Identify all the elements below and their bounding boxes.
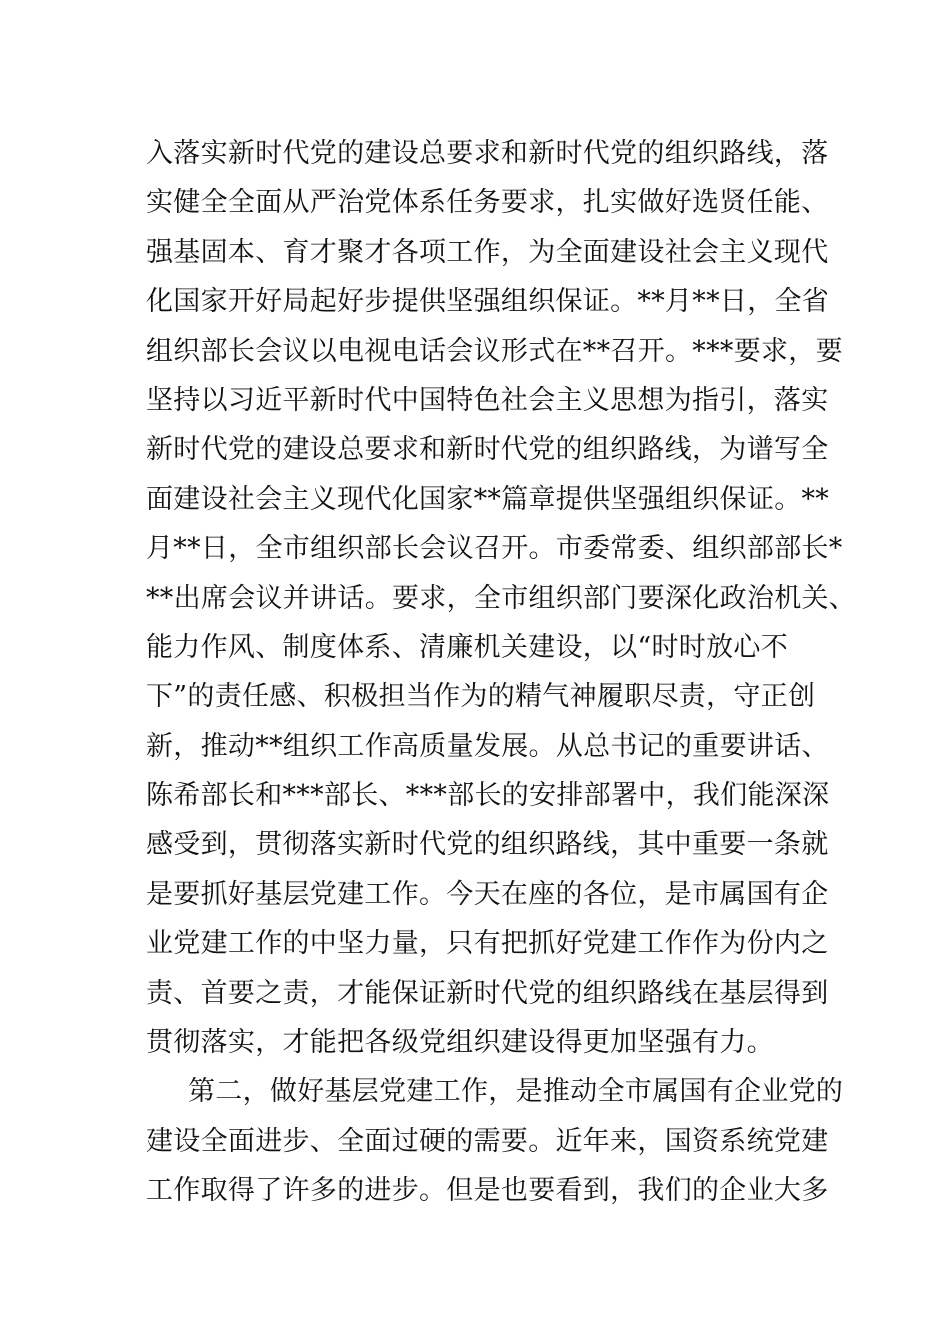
paragraph-start-line: 第二，做好基层党建工作，是推动全市属国有企业党的 bbox=[188, 1076, 844, 1108]
text-line: 下”的责任感、积极担当作为的精气神履职尽责，守正创 bbox=[146, 681, 816, 713]
text-line: 坚持以习近平新时代中国特色社会主义思想为指引，落实 bbox=[146, 384, 829, 416]
text-line: 强基固本、育才聚才各项工作，为全面建设社会主义现代 bbox=[146, 236, 829, 268]
text-line: 化国家开好局起好步提供坚强组织保证。**月**日，全省 bbox=[146, 286, 830, 318]
text-line: 组织部长会议以电视电话会议形式在**召开。***要求，要 bbox=[146, 335, 843, 367]
text-line: 能力作风、制度体系、清廉机关建设，以“时时放心不 bbox=[146, 631, 789, 663]
text-line: 贯彻落实，才能把各级党组织建设得更加坚强有力。 bbox=[146, 1027, 774, 1059]
text-line: 陈希部长和***部长、***部长的安排部署中，我们能深深 bbox=[146, 780, 830, 812]
text-line: 是要抓好基层党建工作。今天在座的各位，是市属国有企 bbox=[146, 878, 829, 910]
text-line: 面建设社会主义现代化国家**篇章提供坚强组织保证。** bbox=[146, 483, 830, 515]
text-line: 新，推动**组织工作高质量发展。从总书记的重要讲话、 bbox=[146, 730, 829, 762]
text-line: **出席会议并讲话。要求，全市组织部门要深化政治机关、 bbox=[146, 582, 857, 614]
text-line: 建设全面进步、全面过硬的需要。近年来，国资系统党建 bbox=[146, 1125, 829, 1157]
text-line: 责、首要之责，才能保证新时代党的组织路线在基层得到 bbox=[146, 977, 829, 1009]
text-line: 入落实新时代党的建设总要求和新时代党的组织路线，落 bbox=[146, 138, 829, 169]
text-line: 实健全全面从严治党体系任务要求，扎实做好选贤任能、 bbox=[146, 187, 829, 219]
text-line: 月**日，全市组织部长会议召开。市委常委、组织部部长* bbox=[146, 533, 843, 565]
body-text bbox=[146, 129, 857, 1216]
text-line: 工作取得了许多的进步。但是也要看到，我们的企业大多 bbox=[146, 1175, 829, 1207]
text-line: 感受到，贯彻落实新时代党的组织路线，其中重要一条就 bbox=[146, 829, 829, 861]
text-line: 新时代党的建设总要求和新时代党的组织路线，为谱写全 bbox=[146, 434, 829, 466]
text-line: 业党建工作的中坚力量，只有把抓好党建工作作为份内之 bbox=[146, 928, 829, 960]
